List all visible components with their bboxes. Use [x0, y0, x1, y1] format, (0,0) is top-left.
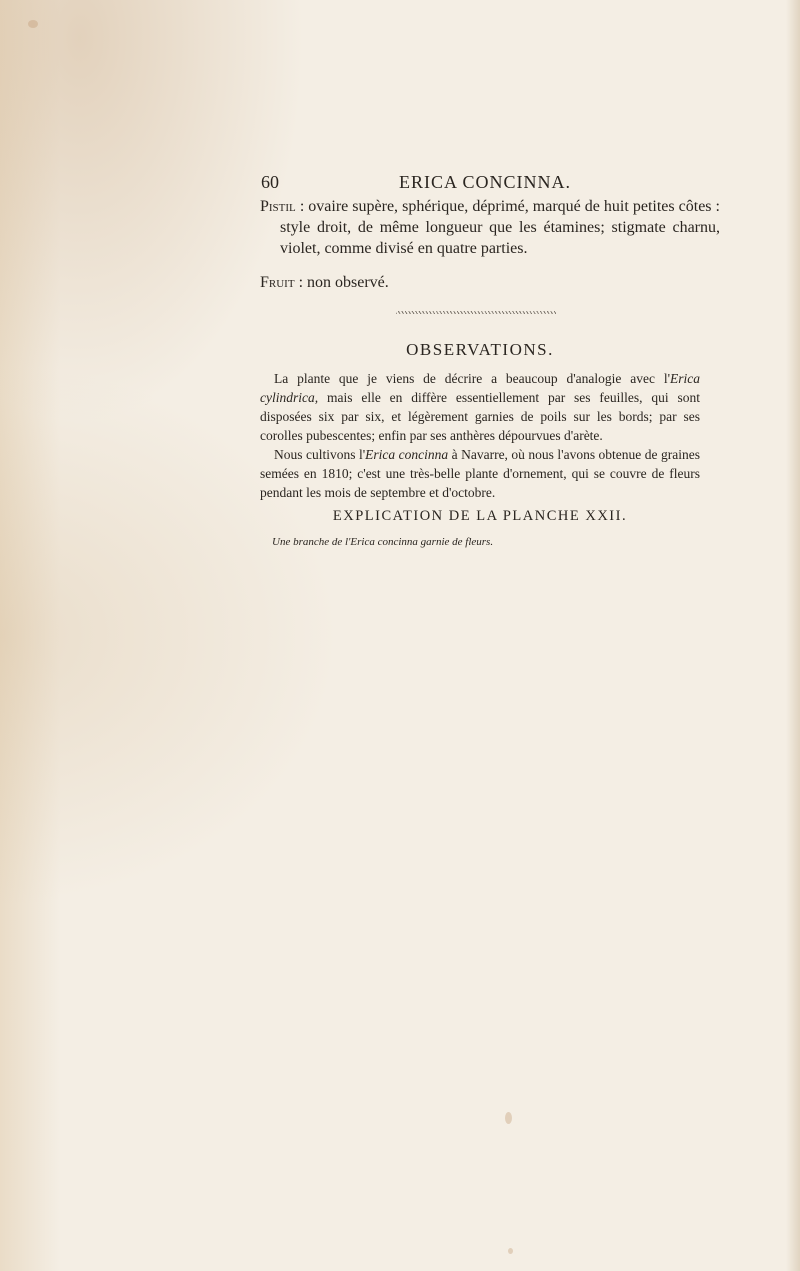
page-header — [261, 172, 701, 196]
fruit-text: : non observé. — [294, 274, 389, 291]
foxing-spot — [28, 20, 38, 28]
text-run: La plante que je viens de décrire a beaucoup d'analogie avec l' — [274, 371, 670, 386]
species-name: Erica cylindrica, — [260, 371, 700, 405]
pistil-paragraph — [260, 196, 720, 259]
observations-heading: OBSERVATIONS. — [406, 340, 554, 359]
fruit-paragraph — [260, 272, 700, 293]
text-run: à Navarre, où nous l'avons obtenue de graines semées en 1810; c'est une très-belle plante d'ornement, qui se couvre de fleurs pendant les mois de septembre et d'octobre. — [260, 447, 700, 500]
pistil-text: : ovaire supère, sphérique, déprimé, marqué de huit petites côtes : style droit, de même longueur que les étamines; stigmate charnu, violet, comme divisé en quatre parties. — [280, 198, 720, 257]
observations-paragraph — [260, 369, 700, 445]
observations-body — [260, 369, 700, 502]
running-title: ERICA CONCINNA. — [399, 172, 572, 192]
plate-caption: Une branche de l'Erica concinna garnie de fleurs. — [272, 536, 494, 548]
ornamental-rule — [396, 311, 556, 314]
fruit-label: Fruit — [260, 274, 295, 291]
foxing-spot — [508, 1248, 513, 1254]
species-name: Erica concinna — [365, 447, 449, 462]
foxing-spot — [505, 1112, 512, 1124]
page-number: 60 — [261, 172, 279, 192]
pistil-label: Pistil — [260, 198, 296, 215]
text-run: mais elle en diffère essentiellement par ses feuilles, qui sont disposées six par six, et légèrement garnies de poils sur les bords; par ses corolles pubescentes; enfin par ses anthères dépourvues d'arète. — [260, 390, 700, 443]
explication-heading: EXPLICATION DE LA PLANCHE XXII. — [332, 508, 628, 524]
observations-paragraph — [260, 445, 700, 502]
text-run: Nous cultivons l' — [274, 447, 366, 462]
